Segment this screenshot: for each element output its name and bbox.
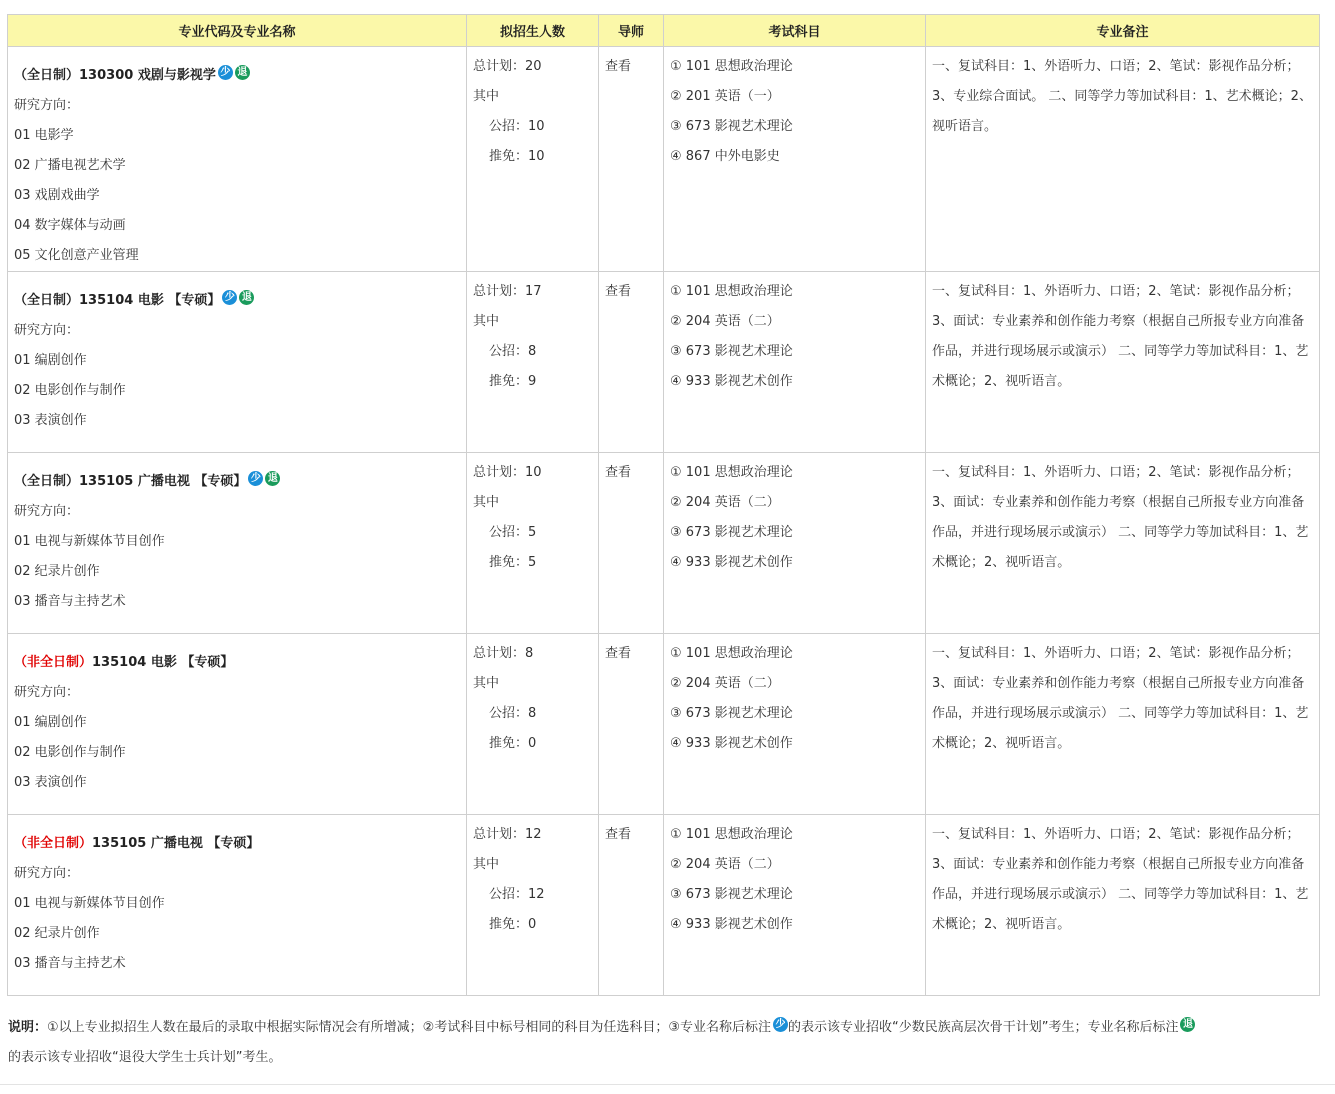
- enroll-cell: [467, 815, 599, 996]
- exam-subject: ③ 673 影视艺术理论: [670, 344, 793, 359]
- header-remark: 专业备注: [926, 15, 1320, 47]
- footnote: [8, 1013, 1326, 1073]
- tutor-cell: [599, 272, 664, 453]
- major-cell: [8, 47, 467, 272]
- footnote-text-2: 的表示该专业招收“少数民族高层次骨干计划”考生；专业名称后标注: [787, 1020, 1179, 1035]
- exam-subject: ④ 933 影视艺术创作: [670, 374, 793, 389]
- major-cell: [8, 634, 467, 815]
- bottom-divider: [0, 1084, 1335, 1085]
- public-count: 公招：8: [489, 344, 537, 359]
- remark-cell: [926, 453, 1320, 634]
- remark-text: 一、复试科目：1、外语听力、口语；2、笔试：影视作品分析；3、专业综合面试。 二、同等学力等加试科目：1、艺术概论；2、视听语言。: [932, 59, 1312, 134]
- footnote-text-1: ①以上专业拟招生人数在最后的录取中根据实际情况会有所增减；②考试科目中标号相同的科目为任选科目；③专业名称后标注: [47, 1020, 771, 1035]
- total-plan: 总计划：12: [473, 827, 542, 842]
- veteran-badge-icon: 退: [239, 290, 254, 305]
- exempt-count: 推免：5: [489, 555, 537, 570]
- among-label: 其中: [473, 89, 500, 104]
- direction-item: 01 电影学: [14, 128, 74, 143]
- tutor-view-link[interactable]: 查看: [605, 465, 632, 480]
- major-cell: [8, 453, 467, 634]
- table-row: [8, 634, 1320, 815]
- tutor-cell: [599, 47, 664, 272]
- total-plan: 总计划：20: [473, 59, 542, 74]
- major-name: 135104 电影 【专硕】: [92, 655, 234, 670]
- major-name: 130300 戏剧与影视学: [79, 68, 216, 83]
- header-major: 专业代码及专业名称: [8, 15, 467, 47]
- study-mode: （全日制）: [14, 474, 80, 489]
- direction-label: 研究方向：: [14, 504, 80, 519]
- among-label: 其中: [473, 314, 500, 329]
- footnote-label: 说明：: [8, 1020, 48, 1035]
- minority-badge-icon: 少: [248, 471, 263, 486]
- direction-item: 01 电视与新媒体节目创作: [14, 534, 165, 549]
- exam-subject: ③ 673 影视艺术理论: [670, 887, 793, 902]
- veteran-badge-icon: 退: [265, 471, 280, 486]
- table-row: [8, 47, 1320, 272]
- direction-item: 03 戏剧戏曲学: [14, 188, 100, 203]
- major-name: 135105 广播电视 【专硕】: [92, 836, 260, 851]
- enroll-cell: [467, 453, 599, 634]
- exempt-count: 推免：10: [489, 149, 545, 164]
- enroll-cell: [467, 634, 599, 815]
- tutor-cell: [599, 453, 664, 634]
- remark-text: 一、复试科目：1、外语听力、口语；2、笔试：影视作品分析；3、面试：专业素养和创作能力考察（根据自己所报专业方向准备作品，并进行现场展示或演示） 二、同等学力等加试科目：1、艺术概论；2、视听语言。: [932, 465, 1309, 570]
- major-cell: [8, 272, 467, 453]
- public-count: 公招：5: [489, 525, 537, 540]
- direction-label: 研究方向：: [14, 98, 80, 113]
- exam-cell: [664, 272, 926, 453]
- major-title: [14, 61, 461, 91]
- exam-subject: ③ 673 影视艺术理论: [670, 706, 793, 721]
- public-count: 公招：8: [489, 706, 537, 721]
- major-title: [14, 648, 461, 678]
- exempt-count: 推免：0: [489, 736, 537, 751]
- veteran-badge-icon: 退: [235, 65, 250, 80]
- exam-cell: [664, 453, 926, 634]
- exam-subject: ② 204 英语（二）: [670, 857, 780, 872]
- remark-text: 一、复试科目：1、外语听力、口语；2、笔试：影视作品分析；3、面试：专业素养和创作能力考察（根据自己所报专业方向准备作品，并进行现场展示或演示） 二、同等学力等加试科目：1、艺术概论；2、视听语言。: [932, 284, 1309, 389]
- tutor-cell: [599, 815, 664, 996]
- direction-item: 02 广播电视艺术学: [14, 158, 126, 173]
- remark-text: 一、复试科目：1、外语听力、口语；2、笔试：影视作品分析；3、面试：专业素养和创作能力考察（根据自己所报专业方向准备作品，并进行现场展示或演示） 二、同等学力等加试科目：1、艺术概论；2、视听语言。: [932, 646, 1309, 751]
- major-title: [14, 286, 461, 316]
- direction-label: 研究方向：: [14, 323, 80, 338]
- exam-subject: ④ 933 影视艺术创作: [670, 917, 793, 932]
- veteran-badge-icon: 退: [1180, 1017, 1195, 1032]
- minority-badge-icon: 少: [218, 65, 233, 80]
- direction-item: 02 纪录片创作: [14, 564, 100, 579]
- enroll-cell: [467, 272, 599, 453]
- direction-item: 02 电影创作与制作: [14, 745, 126, 760]
- remark-cell: [926, 47, 1320, 272]
- minority-badge-icon: 少: [222, 290, 237, 305]
- exam-subject: ④ 867 中外电影史: [670, 149, 780, 164]
- direction-item: 03 表演创作: [14, 413, 87, 428]
- major-title: [14, 829, 461, 859]
- remark-text: 一、复试科目：1、外语听力、口语；2、笔试：影视作品分析；3、面试：专业素养和创作能力考察（根据自己所报专业方向准备作品，并进行现场展示或演示） 二、同等学力等加试科目：1、艺术概论；2、视听语言。: [932, 827, 1309, 932]
- study-mode: （全日制）: [14, 68, 80, 83]
- remark-cell: [926, 272, 1320, 453]
- major-name: 135104 电影 【专硕】: [79, 293, 221, 308]
- exam-subject: ④ 933 影视艺术创作: [670, 736, 793, 751]
- major-name: 135105 广播电视 【专硕】: [79, 474, 247, 489]
- direction-label: 研究方向：: [14, 866, 80, 881]
- study-mode: （非全日制）: [14, 655, 93, 670]
- header-exam: 考试科目: [664, 15, 926, 47]
- direction-item: 02 电影创作与制作: [14, 383, 126, 398]
- direction-item: 01 编剧创作: [14, 715, 87, 730]
- study-mode: （非全日制）: [14, 836, 93, 851]
- footnote-text-3: 的表示该专业招收“退役大学生士兵计划”考生。: [8, 1050, 282, 1065]
- exam-subject: ① 101 思想政治理论: [670, 827, 793, 842]
- public-count: 公招：12: [489, 887, 545, 902]
- exam-subject: ② 204 英语（二）: [670, 676, 780, 691]
- tutor-view-link[interactable]: 查看: [605, 59, 632, 74]
- exam-subject: ① 101 思想政治理论: [670, 284, 793, 299]
- direction-item: 05 文化创意产业管理: [14, 248, 139, 263]
- exam-subject: ② 201 英语（一）: [670, 89, 780, 104]
- total-plan: 总计划：8: [473, 646, 534, 661]
- direction-item: 01 编剧创作: [14, 353, 87, 368]
- direction-item: 03 表演创作: [14, 775, 87, 790]
- major-title: [14, 467, 461, 497]
- remark-cell: [926, 815, 1320, 996]
- table-header-row: [8, 15, 1320, 47]
- major-cell: [8, 815, 467, 996]
- total-plan: 总计划：17: [473, 284, 542, 299]
- exam-subject: ① 101 思想政治理论: [670, 59, 793, 74]
- among-label: 其中: [473, 676, 500, 691]
- minority-badge-icon: 少: [773, 1017, 788, 1032]
- direction-label: 研究方向：: [14, 685, 80, 700]
- tutor-view-link[interactable]: 查看: [605, 646, 632, 661]
- total-plan: 总计划：10: [473, 465, 542, 480]
- direction-item: 03 播音与主持艺术: [14, 956, 126, 971]
- exempt-count: 推免：0: [489, 917, 537, 932]
- remark-cell: [926, 634, 1320, 815]
- direction-item: 01 电视与新媒体节目创作: [14, 896, 165, 911]
- exam-subject: ③ 673 影视艺术理论: [670, 119, 793, 134]
- header-tutor: 导师: [599, 15, 664, 47]
- study-mode: （全日制）: [14, 293, 80, 308]
- exam-subject: ① 101 思想政治理论: [670, 465, 793, 480]
- exam-cell: [664, 815, 926, 996]
- table-row: [8, 815, 1320, 996]
- header-enroll: 拟招生人数: [467, 15, 599, 47]
- tutor-view-link[interactable]: 查看: [605, 284, 632, 299]
- program-table: [7, 14, 1320, 996]
- among-label: 其中: [473, 857, 500, 872]
- table-row: [8, 272, 1320, 453]
- table-row: [8, 453, 1320, 634]
- exam-cell: [664, 47, 926, 272]
- exam-subject: ② 204 英语（二）: [670, 314, 780, 329]
- exam-cell: [664, 634, 926, 815]
- tutor-view-link[interactable]: 查看: [605, 827, 632, 842]
- exam-subject: ① 101 思想政治理论: [670, 646, 793, 661]
- exam-subject: ② 204 英语（二）: [670, 495, 780, 510]
- public-count: 公招：10: [489, 119, 545, 134]
- among-label: 其中: [473, 495, 500, 510]
- exam-subject: ③ 673 影视艺术理论: [670, 525, 793, 540]
- enroll-cell: [467, 47, 599, 272]
- tutor-cell: [599, 634, 664, 815]
- direction-item: 02 纪录片创作: [14, 926, 100, 941]
- exam-subject: ④ 933 影视艺术创作: [670, 555, 793, 570]
- direction-item: 04 数字媒体与动画: [14, 218, 126, 233]
- direction-item: 03 播音与主持艺术: [14, 594, 126, 609]
- exempt-count: 推免：9: [489, 374, 537, 389]
